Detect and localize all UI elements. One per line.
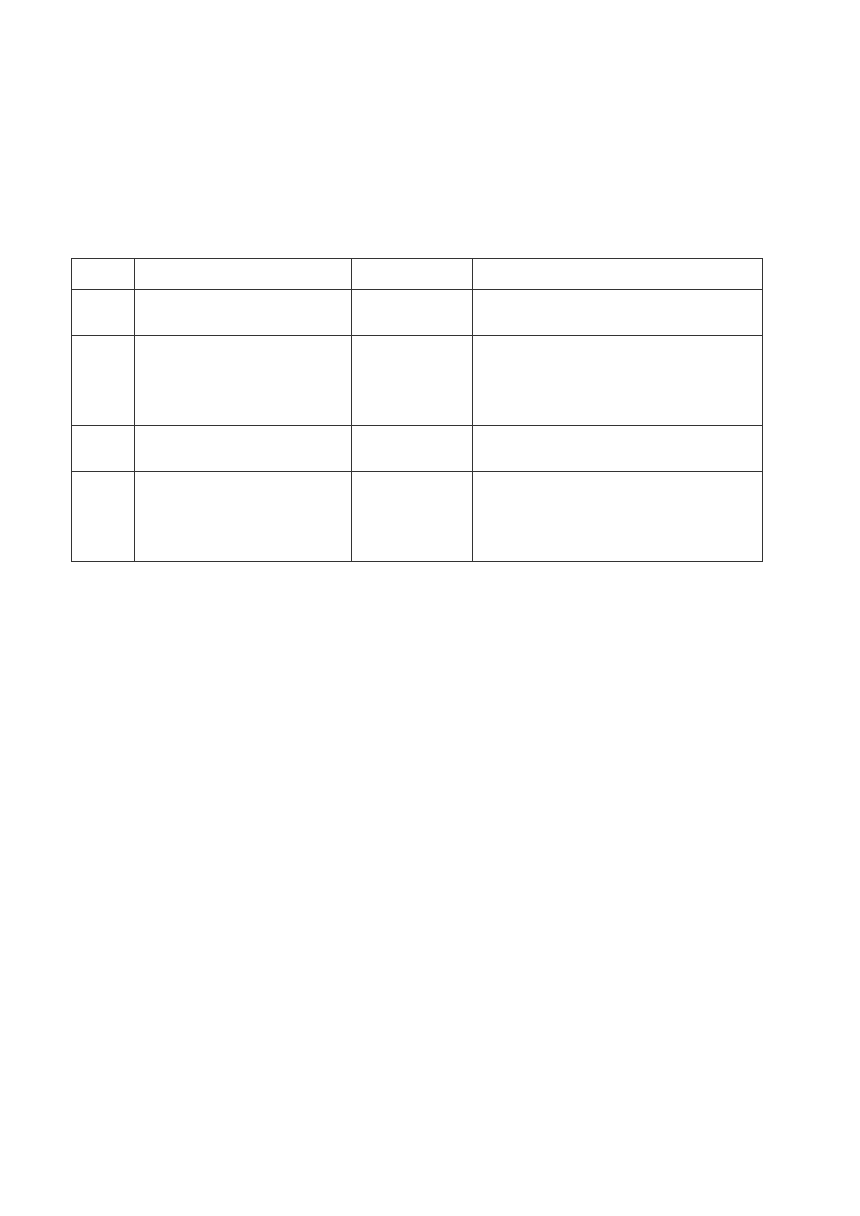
row-equation	[473, 336, 763, 426]
table-row	[72, 290, 763, 336]
row-reagent	[352, 472, 473, 562]
header-equation	[473, 259, 763, 290]
row-option	[72, 472, 135, 562]
row-ions	[135, 336, 352, 426]
row-reagent	[352, 426, 473, 472]
row-option	[72, 336, 135, 426]
row-option	[72, 290, 135, 336]
table-row	[72, 472, 763, 562]
table-header-row	[72, 259, 763, 290]
table-row	[72, 426, 763, 472]
row-equation	[473, 472, 763, 562]
row-equation	[473, 290, 763, 336]
row-ions	[135, 472, 352, 562]
row-equation	[473, 426, 763, 472]
header-option	[72, 259, 135, 290]
header-ions	[135, 259, 352, 290]
row-reagent	[352, 290, 473, 336]
gas-volume-graph	[68, 672, 268, 804]
row-reagent	[352, 336, 473, 426]
q5-ion-table	[71, 258, 763, 562]
table-row	[72, 336, 763, 426]
row-ions	[135, 426, 352, 472]
row-ions	[135, 290, 352, 336]
header-reagent	[352, 259, 473, 290]
row-option	[72, 426, 135, 472]
